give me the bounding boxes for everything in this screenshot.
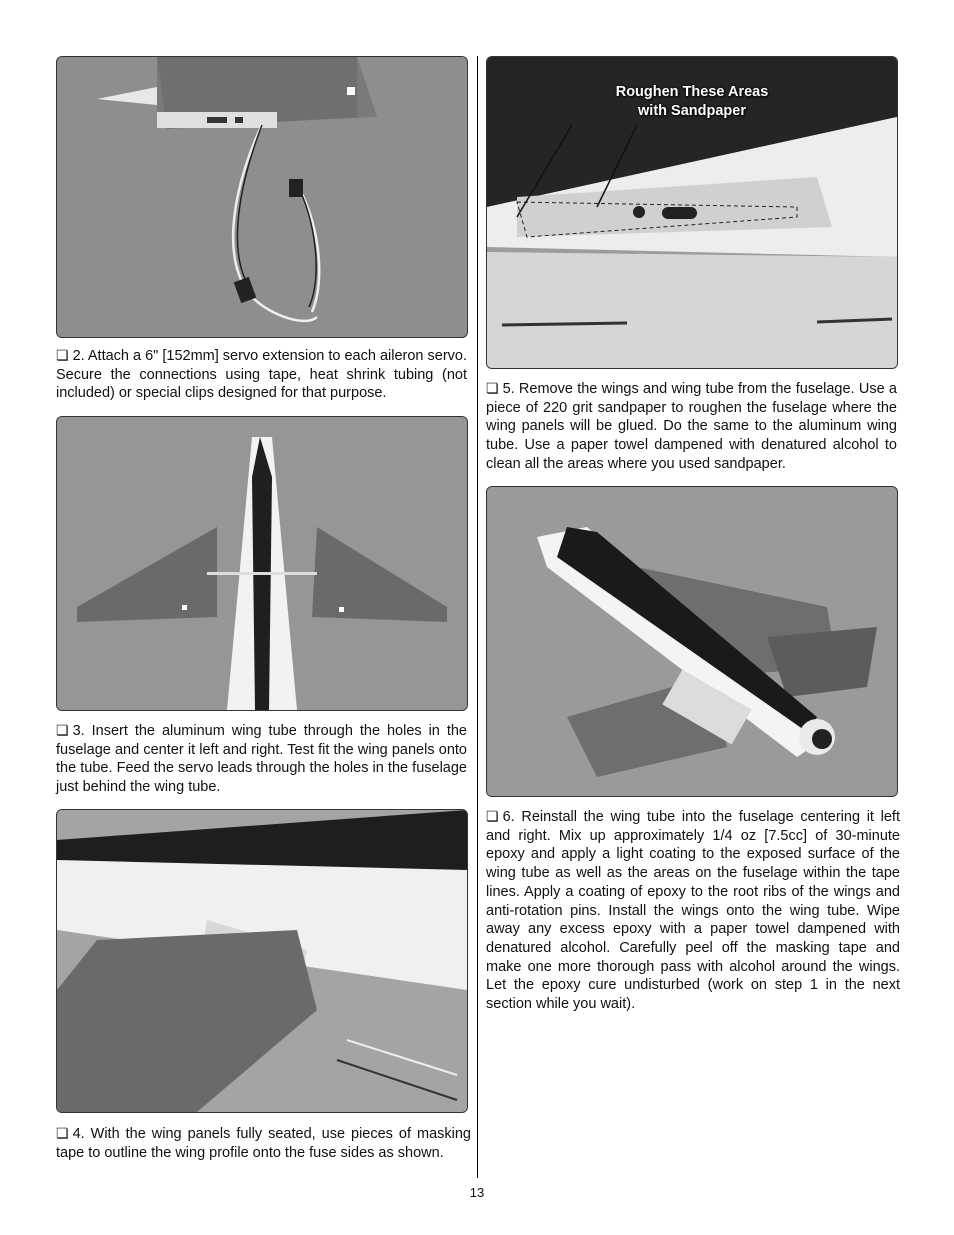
column-divider	[477, 56, 478, 1178]
photo-masking-tape	[56, 809, 468, 1113]
assembled-jet-image	[487, 487, 897, 796]
checkbox-icon[interactable]: ❏	[56, 722, 69, 738]
step-5	[486, 379, 897, 474]
step-3	[56, 721, 467, 797]
callout-line-1: Roughen These Areas	[615, 84, 769, 100]
checkbox-icon[interactable]: ❏	[486, 808, 499, 824]
checkbox-icon[interactable]: ❏	[486, 380, 499, 396]
callout-line-2: with Sandpaper	[638, 103, 746, 119]
photo-wing-tube	[56, 416, 468, 711]
step-4-text: 4. With the wing panels fully seated, use pieces of masking tape to outline the wing profile onto the fuse sides as shown.	[56, 1126, 471, 1161]
checkbox-icon[interactable]: ❏	[56, 347, 69, 363]
step-2-text: 2. Attach a 6" [152mm] servo extension to each aileron servo. Secure the connections using tape, heat shrink tubing (not included) or special clips designed for that purpose.	[56, 348, 468, 402]
page-number: 13	[469, 1185, 485, 1200]
wing-tube-image	[57, 417, 467, 710]
step-6-text: 6. Reinstall the wing tube into the fuselage centering it left and right. Mix up approximately 1/4 oz [7.5cc] of 30-minute epoxy and apply a light coating to the exposed surface of the wing tube as well as the areas on the fuselage within the tape lines. Apply a coating of epoxy to the root ribs of the wings and anti-rotation pins. Install the wings onto the wing tube. Wipe away any excess epoxy with a paper towel dampened with denatured alcohol. Carefully peel off the masking tape and make one more thorough pass with alcohol around the wings. Let the epoxy cure undisturbed (work on step 1 in the next section while you wait).	[486, 809, 900, 1013]
checkbox-icon[interactable]: ❏	[56, 1125, 69, 1141]
roughen-callout	[487, 83, 897, 121]
masking-tape-image	[57, 810, 467, 1112]
step-4	[56, 1124, 471, 1162]
step-2	[56, 346, 467, 403]
step-3-text: 3. Insert the aluminum wing tube through the holes in the fuselage and center it left and right. Test fit the wing panels onto the tube. Feed the servo leads through the holes in the fuselage just behind the wing tube.	[56, 723, 467, 796]
photo-assembled-jet	[486, 486, 898, 797]
step-6	[486, 807, 900, 1014]
photo-roughen-areas	[486, 56, 898, 369]
photo-servo-extension	[56, 56, 468, 338]
servo-extension-image	[57, 57, 467, 337]
step-5-text: 5. Remove the wings and wing tube from the fuselage. Use a piece of 220 grit sandpaper to roughen the fuselage where the wing panels will be glued. Do the same to the aluminum wing tube. Use a paper towel dampened with denatured alcohol to clean all the areas where you used sandpaper.	[486, 381, 897, 472]
